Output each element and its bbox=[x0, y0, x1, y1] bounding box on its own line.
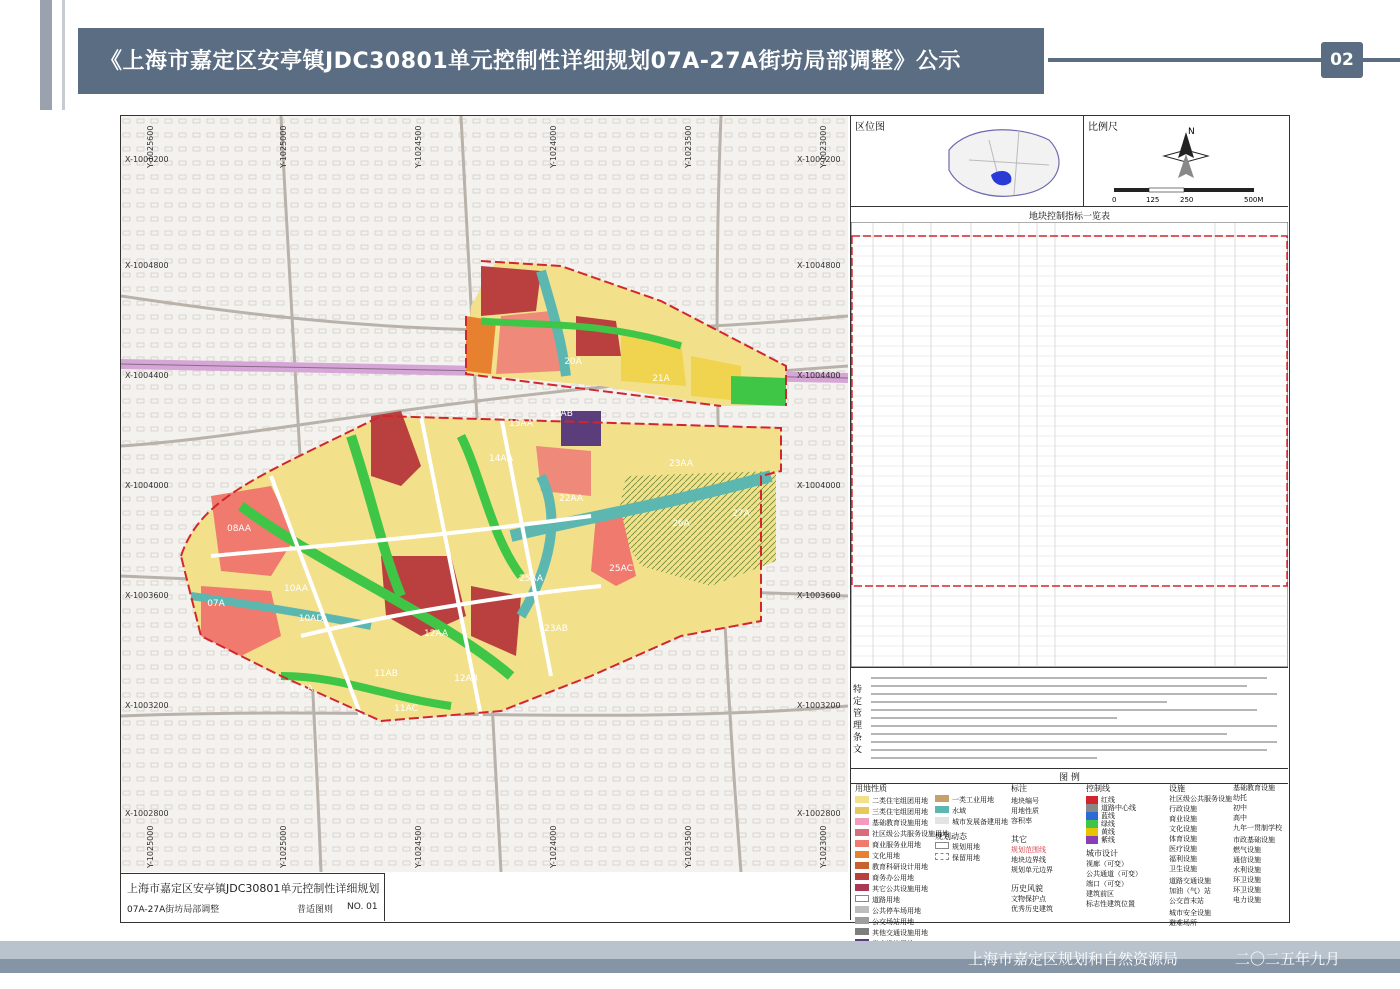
page-number: 02 bbox=[1321, 42, 1363, 78]
location-map-svg bbox=[929, 120, 1079, 202]
legend-item: 三类住宅组团用地 bbox=[872, 808, 928, 816]
footer-band-dark bbox=[0, 959, 1400, 973]
plot-label: 14AA bbox=[488, 454, 514, 464]
swatch-road bbox=[855, 895, 869, 902]
legend-item: 视廊（可变） bbox=[1086, 860, 1128, 868]
legend-edu-utility bbox=[1233, 783, 1282, 905]
plot-label: 23AA bbox=[668, 459, 694, 469]
coord-left: X-1004000 bbox=[125, 481, 169, 490]
title-block-drawing-no: NO. 01 bbox=[347, 902, 378, 912]
coord-bottom: Y-1025000 bbox=[279, 825, 288, 868]
notes-section bbox=[851, 668, 1288, 769]
legend-item: 公交场站用地 bbox=[872, 918, 914, 926]
coord-left: X-1003600 bbox=[125, 591, 169, 600]
header-decor-bar bbox=[40, 0, 52, 110]
swatch-commercial bbox=[855, 840, 869, 847]
plot-label: 11AB bbox=[374, 669, 398, 679]
legend-item: 紫线 bbox=[1086, 836, 1142, 844]
swatch-res3 bbox=[855, 807, 869, 814]
legend-item: 文化用地 bbox=[872, 852, 900, 860]
coord-left: X-1006200 bbox=[125, 155, 169, 164]
plot-label: 15AA bbox=[508, 419, 534, 429]
coord-top: Y-1025600 bbox=[146, 125, 155, 168]
control-table bbox=[851, 207, 1288, 668]
legend-item: 优秀历史建筑 bbox=[1011, 905, 1053, 913]
legend-item: 行政设施 bbox=[1169, 805, 1197, 813]
north-arrow-icon bbox=[1094, 118, 1284, 204]
control-table-title: 地块控制指标一览表 bbox=[1028, 212, 1110, 222]
title-block bbox=[121, 873, 385, 921]
coord-left: X-1002800 bbox=[125, 809, 169, 818]
coord-top: Y-1023500 bbox=[684, 125, 693, 168]
title-block-line2: 07A-27A街坊局部调整 bbox=[127, 905, 220, 915]
plot-label: 22AA bbox=[558, 494, 584, 504]
legend-item: 水域 bbox=[952, 807, 966, 815]
coord-bottom: Y-1025000 bbox=[146, 825, 155, 868]
plot-label: 11AA bbox=[288, 684, 314, 694]
legend-title: 图 例 bbox=[851, 770, 1288, 784]
swatch-transport bbox=[855, 928, 869, 935]
coord-right: X-1005200 bbox=[797, 155, 841, 164]
legend-item: 道路中心线 bbox=[1086, 804, 1142, 812]
legend-item: 初中 bbox=[1233, 804, 1247, 812]
legend-item: 规划范围线 bbox=[1011, 846, 1046, 854]
legend-item: 黄线 bbox=[1086, 828, 1142, 836]
legend-item: 地块编号 bbox=[1011, 797, 1039, 805]
legend-item: 规划用地 bbox=[952, 843, 980, 851]
legend-subhead: 规划动态 bbox=[935, 832, 967, 841]
legend-item: 基础教育设施用地 bbox=[872, 819, 928, 827]
plot-label: 08AA bbox=[226, 524, 252, 534]
legend-item: 商业服务业用地 bbox=[872, 841, 921, 849]
legend-item: 教育科研设计用地 bbox=[872, 863, 928, 871]
legend-item: 红线 bbox=[1086, 796, 1142, 804]
table-grid bbox=[851, 222, 1288, 667]
legend-item: 公交首末站 bbox=[1169, 897, 1204, 905]
legend-col-head: 控制线 bbox=[1086, 784, 1110, 793]
legend-subhead: 城市安全设施 bbox=[1169, 909, 1211, 917]
legend-item: 高中 bbox=[1233, 814, 1247, 822]
legend-item: 城市发展备建用地 bbox=[952, 818, 1008, 826]
map-svg bbox=[121, 116, 848, 872]
swatch-culture bbox=[855, 851, 869, 858]
inset-row bbox=[851, 116, 1288, 207]
legend-item: 商务办公用地 bbox=[872, 874, 914, 882]
legend-item: 端口（可变） bbox=[1086, 880, 1128, 888]
swatch-parking bbox=[855, 906, 869, 913]
coord-top: Y-1024500 bbox=[414, 125, 423, 168]
legend-item: 容积率 bbox=[1011, 817, 1032, 825]
swatch-industry bbox=[935, 795, 949, 802]
legend-land-use-2 bbox=[935, 795, 1008, 863]
legend-item: 福利设施 bbox=[1169, 855, 1197, 863]
swatch-reserve bbox=[935, 817, 949, 824]
plot-label: 23AB bbox=[544, 624, 568, 634]
legend-item: 幼托 bbox=[1233, 794, 1247, 802]
plot-label: 25AA bbox=[518, 574, 544, 584]
legend-subhead: 社区级公共服务设施 bbox=[1169, 795, 1232, 803]
plot-label: 13AA bbox=[448, 409, 474, 419]
coord-bottom: Y-1023500 bbox=[684, 825, 693, 868]
coord-right: X-1004000 bbox=[797, 481, 841, 490]
legend-item: 通信设施 bbox=[1233, 856, 1261, 864]
coord-left: X-1004800 bbox=[125, 261, 169, 270]
scale-tick: 0 bbox=[1112, 196, 1117, 204]
legend-item: 标志性建筑位置 bbox=[1086, 900, 1135, 908]
legend-item: 避难场所 bbox=[1169, 919, 1197, 927]
footer-org: 上海市嘉定区规划和自然资源局 bbox=[968, 950, 1179, 968]
coord-bottom: Y-1024000 bbox=[549, 825, 558, 868]
plot-label: 21A bbox=[652, 374, 670, 384]
legend-item: 九年一贯制学校 bbox=[1233, 824, 1282, 832]
plot-label: 25AC bbox=[609, 564, 633, 574]
coord-left: X-1004400 bbox=[125, 371, 169, 380]
legend-subhead: 城市设计 bbox=[1086, 849, 1118, 858]
legend-item: 一类工业用地 bbox=[952, 796, 994, 804]
plot-label: 11AC bbox=[394, 704, 418, 714]
header-band bbox=[78, 28, 1044, 94]
legend-item: 保留用地 bbox=[952, 854, 980, 862]
scale-north bbox=[1084, 116, 1288, 206]
swatch-edu bbox=[855, 818, 869, 825]
plot-label: 27A bbox=[732, 509, 750, 519]
legend-item: 规划单元边界 bbox=[1011, 866, 1053, 874]
coord-top: Y-1025000 bbox=[279, 125, 288, 168]
swatch-res2 bbox=[855, 796, 869, 803]
legend-item: 社区级公共服务设施用地 bbox=[872, 830, 949, 838]
legend-item: 环卫设施 bbox=[1233, 886, 1261, 894]
title-block-line1: 上海市嘉定区安亭镇JDC30801单元控制性详细规划 bbox=[127, 882, 380, 895]
legend-item: 燃气设施 bbox=[1233, 846, 1261, 854]
legend-subhead: 市政基础设施 bbox=[1233, 836, 1275, 844]
legend-item: 文化设施 bbox=[1169, 825, 1197, 833]
plot-label: 20A bbox=[564, 357, 582, 367]
swatch-research bbox=[855, 862, 869, 869]
coord-top: Y-1023000 bbox=[819, 125, 828, 168]
legend-item: 建筑前区 bbox=[1086, 890, 1114, 898]
plot-label: 26A bbox=[672, 519, 690, 529]
plot-label: 12AA bbox=[423, 629, 449, 639]
legend-subhead: 道路交通设施 bbox=[1169, 877, 1211, 885]
scale-tick: 500M bbox=[1244, 196, 1264, 204]
swatch-bus bbox=[855, 917, 869, 924]
swatch-retained bbox=[935, 853, 949, 860]
coord-right: X-1003600 bbox=[797, 591, 841, 600]
legend-subhead: 其它 bbox=[1011, 835, 1027, 844]
header-decor-line bbox=[62, 0, 65, 110]
scale-label: 比例尺 bbox=[1088, 122, 1118, 133]
swatch-planned bbox=[935, 842, 949, 849]
page-title: 《上海市嘉定区安亭镇JDC30801单元控制性详细规划07A-27A街坊局部调整》公示 bbox=[100, 49, 962, 74]
legend-item: 卫生设施 bbox=[1169, 865, 1197, 873]
legend-item: 体育设施 bbox=[1169, 835, 1197, 843]
legend-marks bbox=[1011, 783, 1053, 914]
legend-item: 道路用地 bbox=[872, 896, 900, 904]
legend-item: 地块边界线 bbox=[1011, 856, 1046, 864]
plot-label: 07A bbox=[207, 599, 225, 609]
plot-label: 12AB bbox=[454, 674, 478, 684]
notes-label: 特定管理条文 bbox=[853, 685, 863, 755]
planning-map[interactable] bbox=[121, 116, 848, 872]
legend-col-head: 设施 bbox=[1169, 784, 1185, 793]
north-label: N bbox=[1188, 127, 1195, 137]
location-map bbox=[851, 116, 1084, 206]
coord-bottom: Y-1023000 bbox=[819, 825, 828, 868]
legend-facilities bbox=[1169, 783, 1232, 928]
swatch-other-public bbox=[855, 884, 869, 891]
legend-item: 文物保护点 bbox=[1011, 895, 1046, 903]
legend-item: 二类住宅组团用地 bbox=[872, 797, 928, 805]
legend-item: 水利设施 bbox=[1233, 866, 1261, 874]
coord-right: X-1004400 bbox=[797, 371, 841, 380]
plot-label: 15AB bbox=[549, 409, 573, 419]
swatch-office bbox=[855, 873, 869, 880]
coord-right: X-1002800 bbox=[797, 809, 841, 818]
coord-left: X-1003200 bbox=[125, 701, 169, 710]
scale-tick: 125 bbox=[1146, 196, 1160, 204]
coord-top: Y-1024000 bbox=[549, 125, 558, 168]
notes-text-lines bbox=[867, 670, 1287, 766]
legend-control-lines bbox=[1086, 783, 1142, 909]
right-panel bbox=[850, 116, 1288, 937]
coord-bottom: Y-1024500 bbox=[414, 825, 423, 868]
legend-item: 商业设施 bbox=[1169, 815, 1197, 823]
coord-right: X-1003200 bbox=[797, 701, 841, 710]
legend bbox=[851, 769, 1288, 937]
title-block-drawing-name: 普适图则 bbox=[297, 905, 334, 915]
legend-col-head: 用地性质 bbox=[855, 784, 887, 793]
legend-item: 环卫设施 bbox=[1233, 876, 1261, 884]
legend-item: 其他交通设施用地 bbox=[872, 929, 928, 937]
coord-right: X-1004800 bbox=[797, 261, 841, 270]
plot-label: 10AD bbox=[298, 614, 324, 624]
legend-item: 用地性质 bbox=[1011, 807, 1039, 815]
legend-item: 蓝线 bbox=[1086, 812, 1142, 820]
legend-item: 其它公共设施用地 bbox=[872, 885, 928, 893]
plot-label: 10AA bbox=[283, 584, 309, 594]
swatch-community bbox=[855, 829, 869, 836]
legend-item: 加油（气）站 bbox=[1169, 887, 1211, 895]
swatch-water bbox=[935, 806, 949, 813]
footer-date: 二〇二五年九月 bbox=[1235, 950, 1341, 968]
scale-tick: 250 bbox=[1180, 196, 1194, 204]
legend-subhead: 历史风貌 bbox=[1011, 884, 1043, 893]
legend-item: 绿线 bbox=[1086, 820, 1142, 828]
legend-subhead: 基础教育设施 bbox=[1233, 784, 1275, 792]
location-map-label: 区位图 bbox=[855, 122, 885, 133]
legend-item: 电力设施 bbox=[1233, 896, 1261, 904]
legend-col-head: 标注 bbox=[1011, 784, 1027, 793]
legend-item: 公共通道（可变） bbox=[1086, 870, 1142, 878]
legend-item: 公共停车场用地 bbox=[872, 907, 921, 915]
legend-item: 医疗设施 bbox=[1169, 845, 1197, 853]
